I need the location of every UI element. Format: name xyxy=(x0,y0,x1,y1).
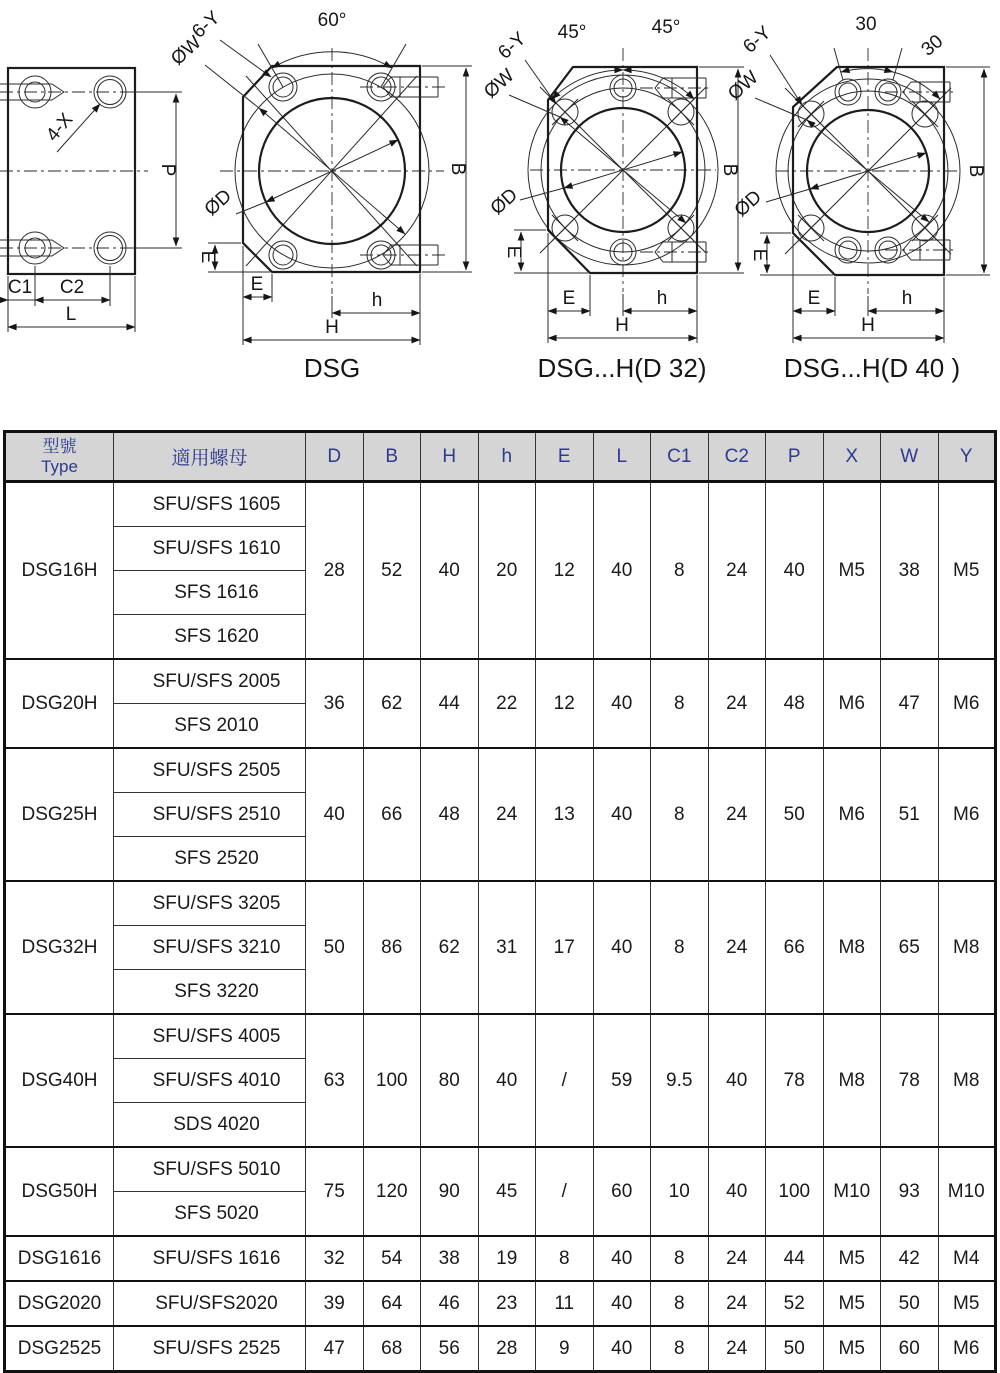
value-cell: 62 xyxy=(421,881,479,1014)
col-header-nut: 適用螺母 xyxy=(114,432,306,482)
value-cell: 80 xyxy=(421,1014,479,1147)
value-cell: 44 xyxy=(421,659,479,748)
value-cell: 50 xyxy=(306,881,364,1014)
nut-cell: SFS 2010 xyxy=(114,704,306,749)
type-cell: DSG2020 xyxy=(5,1281,114,1326)
value-cell: M5 xyxy=(823,1236,881,1281)
value-cell: 8 xyxy=(536,1236,594,1281)
angle-label-right: 30 xyxy=(917,30,948,61)
value-cell: 46 xyxy=(421,1281,479,1326)
col-header-x: X xyxy=(823,432,881,482)
value-cell: 8 xyxy=(651,748,709,881)
value-cell: 78 xyxy=(881,1014,939,1147)
dim-label-p: P xyxy=(157,163,178,177)
table-row xyxy=(5,748,996,793)
col-header-c1: C1 xyxy=(651,432,709,482)
dim-label-h-small: h xyxy=(901,288,913,309)
col-header-l: L xyxy=(593,432,651,482)
nut-cell: SFS 3220 xyxy=(114,970,306,1015)
col-header-type-en: Type xyxy=(41,456,78,476)
value-cell: 50 xyxy=(766,1326,824,1372)
type-cell: DSG50H xyxy=(5,1147,114,1236)
drawing-caption-dsg: DSG xyxy=(303,353,361,383)
value-cell: 10 xyxy=(651,1147,709,1236)
dim-label-e-bottom: E xyxy=(807,288,821,309)
value-cell: 50 xyxy=(766,748,824,881)
value-cell: 48 xyxy=(766,659,824,748)
value-cell: 40 xyxy=(593,1326,651,1372)
nut-cell: SFU/SFS 3205 xyxy=(114,881,306,926)
value-cell: 24 xyxy=(708,1326,766,1372)
nut-cell: SFS 2520 xyxy=(114,837,306,882)
value-cell: 56 xyxy=(421,1326,479,1372)
bore-dia-label: ØD xyxy=(730,186,766,222)
value-cell: 90 xyxy=(421,1147,479,1236)
dsg-h32-drawing xyxy=(480,17,744,383)
value-cell: 66 xyxy=(766,881,824,1014)
value-cell: 65 xyxy=(881,881,939,1014)
nut-cell: SFU/SFS 4005 xyxy=(114,1014,306,1059)
bore-dia-label: ØD xyxy=(200,185,236,221)
dim-label-b: B xyxy=(719,163,740,177)
value-cell: 50 xyxy=(881,1281,939,1326)
value-cell: 22 xyxy=(478,659,536,748)
value-cell: 19 xyxy=(478,1236,536,1281)
nut-cell: SFS 5020 xyxy=(114,1192,306,1237)
value-cell: M5 xyxy=(823,1326,881,1372)
holes-label: 6-Y xyxy=(188,7,225,43)
dimension-table xyxy=(3,430,997,1373)
dim-label-h-big: H xyxy=(615,315,629,336)
value-cell: 52 xyxy=(363,482,421,660)
value-cell: 59 xyxy=(593,1014,651,1147)
value-cell: 8 xyxy=(651,482,709,660)
type-cell: DSG2525 xyxy=(5,1326,114,1372)
dsg-h40-drawing xyxy=(724,14,990,383)
value-cell: 48 xyxy=(421,748,479,881)
dim-label-c1: C1 xyxy=(7,277,33,298)
table-row xyxy=(5,1014,996,1059)
value-cell: 40 xyxy=(593,1281,651,1326)
angle-label: 60° xyxy=(317,10,347,31)
type-cell: DSG25H xyxy=(5,748,114,881)
value-cell: 40 xyxy=(593,881,651,1014)
value-cell: 100 xyxy=(363,1014,421,1147)
value-cell: 24 xyxy=(708,482,766,660)
nut-cell: SFU/SFS 1610 xyxy=(114,527,306,571)
value-cell: 78 xyxy=(766,1014,824,1147)
value-cell: 17 xyxy=(536,881,594,1014)
bolt-circle-dia-label: ØW xyxy=(724,67,763,105)
col-header-b: B xyxy=(363,432,421,482)
value-cell: M5 xyxy=(938,482,996,660)
side-holes-label: 4-X xyxy=(42,109,78,146)
dim-label-e-bottom: E xyxy=(250,274,264,295)
value-cell: 40 xyxy=(421,482,479,660)
dim-label-b: B xyxy=(965,164,986,178)
value-cell: 63 xyxy=(306,1014,364,1147)
value-cell: 24 xyxy=(708,659,766,748)
value-cell: 38 xyxy=(881,482,939,660)
nut-cell: SFU/SFS2020 xyxy=(114,1281,306,1326)
value-cell: M8 xyxy=(938,881,996,1014)
value-cell: 60 xyxy=(593,1147,651,1236)
col-header-c2: C2 xyxy=(708,432,766,482)
nut-cell: SFU/SFS 4010 xyxy=(114,1059,306,1103)
nut-cell: SFU/SFS 3210 xyxy=(114,926,306,970)
value-cell: 8 xyxy=(651,1326,709,1372)
dim-label-h-big: H xyxy=(325,317,339,338)
value-cell: 24 xyxy=(708,881,766,1014)
dim-label-e-side: E xyxy=(197,250,218,264)
value-cell: 64 xyxy=(363,1281,421,1326)
col-header-p: P xyxy=(766,432,824,482)
value-cell: 75 xyxy=(306,1147,364,1236)
dim-label-c2: C2 xyxy=(59,277,85,298)
bore-dia-label: ØD xyxy=(486,184,522,220)
angle-label-right: 45° xyxy=(651,17,681,38)
col-header-h: H xyxy=(421,432,479,482)
header-row xyxy=(5,432,996,482)
holes-label: 6-Y xyxy=(494,28,531,64)
nut-cell: SFU/SFS 2525 xyxy=(114,1326,306,1372)
value-cell: 52 xyxy=(766,1281,824,1326)
value-cell: 40 xyxy=(593,482,651,660)
value-cell: 8 xyxy=(651,881,709,1014)
value-cell: 32 xyxy=(306,1236,364,1281)
value-cell: 44 xyxy=(766,1236,824,1281)
value-cell: 68 xyxy=(363,1326,421,1372)
value-cell: 45 xyxy=(478,1147,536,1236)
value-cell: / xyxy=(536,1147,594,1236)
nut-cell: SFU/SFS 2505 xyxy=(114,748,306,793)
value-cell: M5 xyxy=(938,1281,996,1326)
nut-cell: SFS 1616 xyxy=(114,571,306,615)
dsg-front-drawing xyxy=(167,7,472,383)
col-header-w: W xyxy=(881,432,939,482)
value-cell: 24 xyxy=(708,1281,766,1326)
angle-label-left: 30 xyxy=(855,14,877,35)
dim-label-e-side: E xyxy=(503,245,524,259)
dim-label-h-big: H xyxy=(861,315,875,336)
set-screw-glyph xyxy=(0,76,64,264)
col-header-type xyxy=(5,432,114,482)
value-cell: 120 xyxy=(363,1147,421,1236)
value-cell: 40 xyxy=(766,482,824,660)
nut-cell: SFU/SFS 2510 xyxy=(114,793,306,837)
value-cell: 40 xyxy=(593,659,651,748)
type-cell: DSG20H xyxy=(5,659,114,748)
col-header-h-small: h xyxy=(478,432,536,482)
value-cell: M10 xyxy=(823,1147,881,1236)
value-cell: 39 xyxy=(306,1281,364,1326)
value-cell: 23 xyxy=(478,1281,536,1326)
table-row xyxy=(5,881,996,926)
value-cell: 28 xyxy=(306,482,364,660)
bolt-circle-dia-label: ØW xyxy=(167,32,206,70)
holes-label: 6-Y xyxy=(739,22,776,58)
value-cell: M10 xyxy=(938,1147,996,1236)
value-cell: M8 xyxy=(823,881,881,1014)
value-cell: M5 xyxy=(823,482,881,660)
table-row xyxy=(5,1236,996,1281)
value-cell: 11 xyxy=(536,1281,594,1326)
value-cell: 47 xyxy=(306,1326,364,1372)
value-cell: M8 xyxy=(938,1014,996,1147)
value-cell: 28 xyxy=(478,1326,536,1372)
angle-label-left: 45° xyxy=(557,22,587,43)
value-cell: 86 xyxy=(363,881,421,1014)
table-row xyxy=(5,1281,996,1326)
value-cell: 8 xyxy=(651,659,709,748)
type-cell: DSG16H xyxy=(5,482,114,660)
value-cell: M6 xyxy=(823,748,881,881)
value-cell: M5 xyxy=(823,1281,881,1326)
drawing-caption-d40: DSG...H(D 40 ) xyxy=(783,353,961,383)
table-row xyxy=(5,482,996,527)
value-cell: 9 xyxy=(536,1326,594,1372)
table-row xyxy=(5,1147,996,1192)
value-cell: 47 xyxy=(881,659,939,748)
value-cell: / xyxy=(536,1014,594,1147)
side-view-drawing xyxy=(0,68,182,332)
dim-label-e-bottom: E xyxy=(562,288,576,309)
value-cell: 40 xyxy=(593,1236,651,1281)
dim-label-b: B xyxy=(447,162,468,176)
dim-label-h-small: h xyxy=(371,290,383,311)
value-cell: 40 xyxy=(593,748,651,881)
value-cell: 9.5 xyxy=(651,1014,709,1147)
value-cell: 38 xyxy=(421,1236,479,1281)
value-cell: 66 xyxy=(363,748,421,881)
nut-cell: SDS 4020 xyxy=(114,1103,306,1148)
value-cell: 24 xyxy=(708,748,766,881)
value-cell: 24 xyxy=(708,1236,766,1281)
value-cell: 40 xyxy=(708,1147,766,1236)
value-cell: 100 xyxy=(766,1147,824,1236)
value-cell: 8 xyxy=(651,1281,709,1326)
col-header-e: E xyxy=(536,432,594,482)
value-cell: 51 xyxy=(881,748,939,881)
table-row xyxy=(5,659,996,704)
value-cell: M6 xyxy=(823,659,881,748)
dim-label-l: L xyxy=(65,304,77,325)
col-header-y: Y xyxy=(938,432,996,482)
value-cell: 12 xyxy=(536,482,594,660)
value-cell: 24 xyxy=(478,748,536,881)
type-cell: DSG1616 xyxy=(5,1236,114,1281)
table-row xyxy=(5,1326,996,1372)
value-cell: 40 xyxy=(708,1014,766,1147)
value-cell: 12 xyxy=(536,659,594,748)
value-cell: 54 xyxy=(363,1236,421,1281)
nut-cell: SFU/SFS 1616 xyxy=(114,1236,306,1281)
value-cell: 40 xyxy=(478,1014,536,1147)
col-header-d: D xyxy=(306,432,364,482)
value-cell: 40 xyxy=(306,748,364,881)
value-cell: M4 xyxy=(938,1236,996,1281)
value-cell: M6 xyxy=(938,659,996,748)
value-cell: 62 xyxy=(363,659,421,748)
dim-label-e-side: E xyxy=(749,248,770,262)
value-cell: 60 xyxy=(881,1326,939,1372)
value-cell: M6 xyxy=(938,1326,996,1372)
dim-label-h-small: h xyxy=(656,288,668,309)
type-cell: DSG40H xyxy=(5,1014,114,1147)
nut-cell: SFU/SFS 2005 xyxy=(114,659,306,704)
value-cell: 31 xyxy=(478,881,536,1014)
value-cell: 13 xyxy=(536,748,594,881)
nut-cell: SFU/SFS 5010 xyxy=(114,1147,306,1192)
value-cell: M8 xyxy=(823,1014,881,1147)
drawing-caption-d32: DSG...H(D 32) xyxy=(537,353,707,383)
technical-drawings xyxy=(0,0,1000,425)
value-cell: 8 xyxy=(651,1236,709,1281)
value-cell: M6 xyxy=(938,748,996,881)
nut-cell: SFS 1620 xyxy=(114,615,306,660)
type-cell: DSG32H xyxy=(5,881,114,1014)
value-cell: 42 xyxy=(881,1236,939,1281)
bolt-circle-dia-label: ØW xyxy=(480,65,519,103)
value-cell: 93 xyxy=(881,1147,939,1236)
nut-cell: SFU/SFS 1605 xyxy=(114,482,306,527)
col-header-type-zh: 型號 xyxy=(42,436,77,456)
value-cell: 36 xyxy=(306,659,364,748)
value-cell: 20 xyxy=(478,482,536,660)
